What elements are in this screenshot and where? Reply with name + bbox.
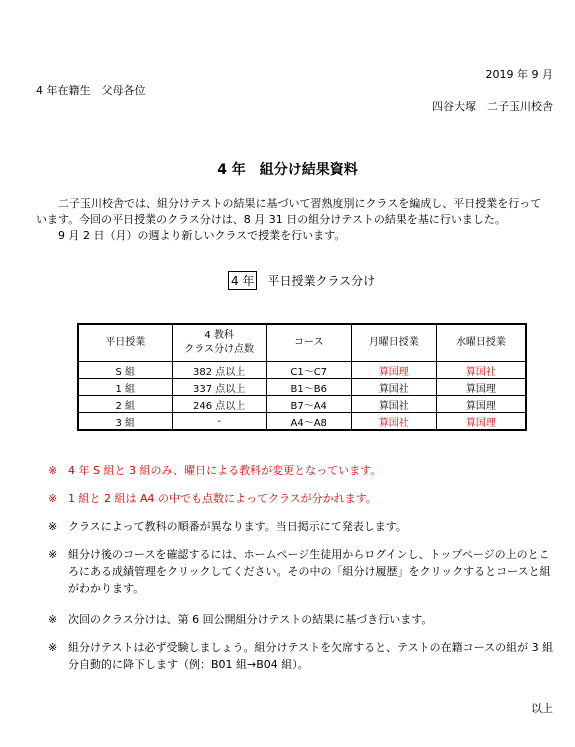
document-date: 2019 年 9 月: [485, 68, 553, 81]
score-cell: -: [172, 413, 266, 431]
note-item: [48, 462, 558, 479]
header-course: コース: [266, 324, 351, 362]
note-mark: ※: [48, 492, 58, 505]
class-cell: 3 組: [78, 413, 172, 431]
notes-list: [48, 462, 558, 673]
note-mark: ※: [48, 464, 58, 477]
note-mark: ※: [48, 548, 58, 561]
note-item: [48, 639, 558, 673]
score-cell: 246 点以上: [172, 396, 266, 413]
sender-line: 四谷大塚 二子玉川校舎: [432, 100, 553, 113]
note-text: 1 組と 2 組は A4 の中でも点数によってクラスが分かれます。: [68, 492, 377, 505]
grade-box: 4 年: [228, 271, 257, 290]
note-mark: ※: [48, 613, 58, 626]
course-cell: A4～A8: [266, 413, 351, 431]
class-assignment-table: [77, 323, 527, 431]
intro-text-2: 9 月 2 日（月）の週より新しいクラスで授業を行います。: [58, 229, 346, 242]
course-cell: C1～C7: [266, 362, 351, 379]
wednesday-cell: 算国理: [436, 379, 526, 396]
header-class: 平日授業: [78, 324, 172, 362]
table-header-row: [78, 324, 526, 362]
class-cell: 2 組: [78, 396, 172, 413]
document-title: 4 年 組分け結果資料: [217, 162, 358, 178]
wednesday-cell: 算国理: [436, 413, 526, 431]
class-cell: S 組: [78, 362, 172, 379]
monday-cell: 算国社: [351, 396, 436, 413]
score-cell: 382 点以上: [172, 362, 266, 379]
header-score: 4 教科 クラス分け点数: [172, 324, 266, 362]
table-row: [78, 413, 526, 431]
intro-text-1: 二子玉川校舎では、組分けテストの結果に基づいて習熟度別にクラスを編成し、平日授業を行っています。今回の平日授業のクラス分けは、8 月 31 日の組分けテストの結果を基に行いました。: [36, 197, 542, 226]
score-cell: 337 点以上: [172, 379, 266, 396]
note-mark: ※: [48, 520, 58, 533]
header-monday: 月曜日授業: [351, 324, 436, 362]
table-row: [78, 362, 526, 379]
course-cell: B1～B6: [266, 379, 351, 396]
intro-paragraph: [36, 196, 551, 244]
header-wednesday: 水曜日授業: [436, 324, 526, 362]
note-mark: ※: [48, 641, 58, 654]
wednesday-cell: 算国理: [436, 396, 526, 413]
note-text: 次回のクラス分けは、第 6 回公開組分けテストの結果に基づき行います。: [68, 613, 433, 626]
table-row: [78, 396, 526, 413]
note-text: クラスによって教科の順番が異なります。当日掲示にて発表します。: [68, 520, 407, 533]
note-item: [48, 611, 558, 628]
section-heading: [228, 271, 375, 290]
monday-cell: 算国社: [351, 379, 436, 396]
table-body: [78, 362, 526, 431]
recipient-line: 4 年在籍生 父母各位: [36, 84, 146, 97]
course-cell: B7～A4: [266, 396, 351, 413]
note-item: [48, 490, 558, 507]
note-text: 組分けテストは必ず受験しましょう。組分けテストを欠席すると、テストの在籍コースの組が 3 組分自動的に降下します（例：B01 組→B04 組）。: [68, 641, 554, 671]
table-row: [78, 379, 526, 396]
monday-cell: 算国理: [351, 362, 436, 379]
wednesday-cell: 算国社: [436, 362, 526, 379]
monday-cell: 算国社: [351, 413, 436, 431]
note-text: 4 年 S 組と 3 組のみ、曜日による教科が変更となっています。: [68, 464, 382, 477]
closing-text: 以上: [531, 702, 553, 715]
class-cell: 1 組: [78, 379, 172, 396]
note-item: [48, 546, 558, 597]
note-text: 組分け後のコースを確認するには、ホームページ生徒用からログインし、トップページの上のところにある成績管理をクリックしてください。その中の「組分け履歴」をクリックするとコースと組がわかります。: [68, 548, 551, 595]
note-item: [48, 518, 558, 535]
section-label: 平日授業クラス分け: [267, 274, 376, 288]
